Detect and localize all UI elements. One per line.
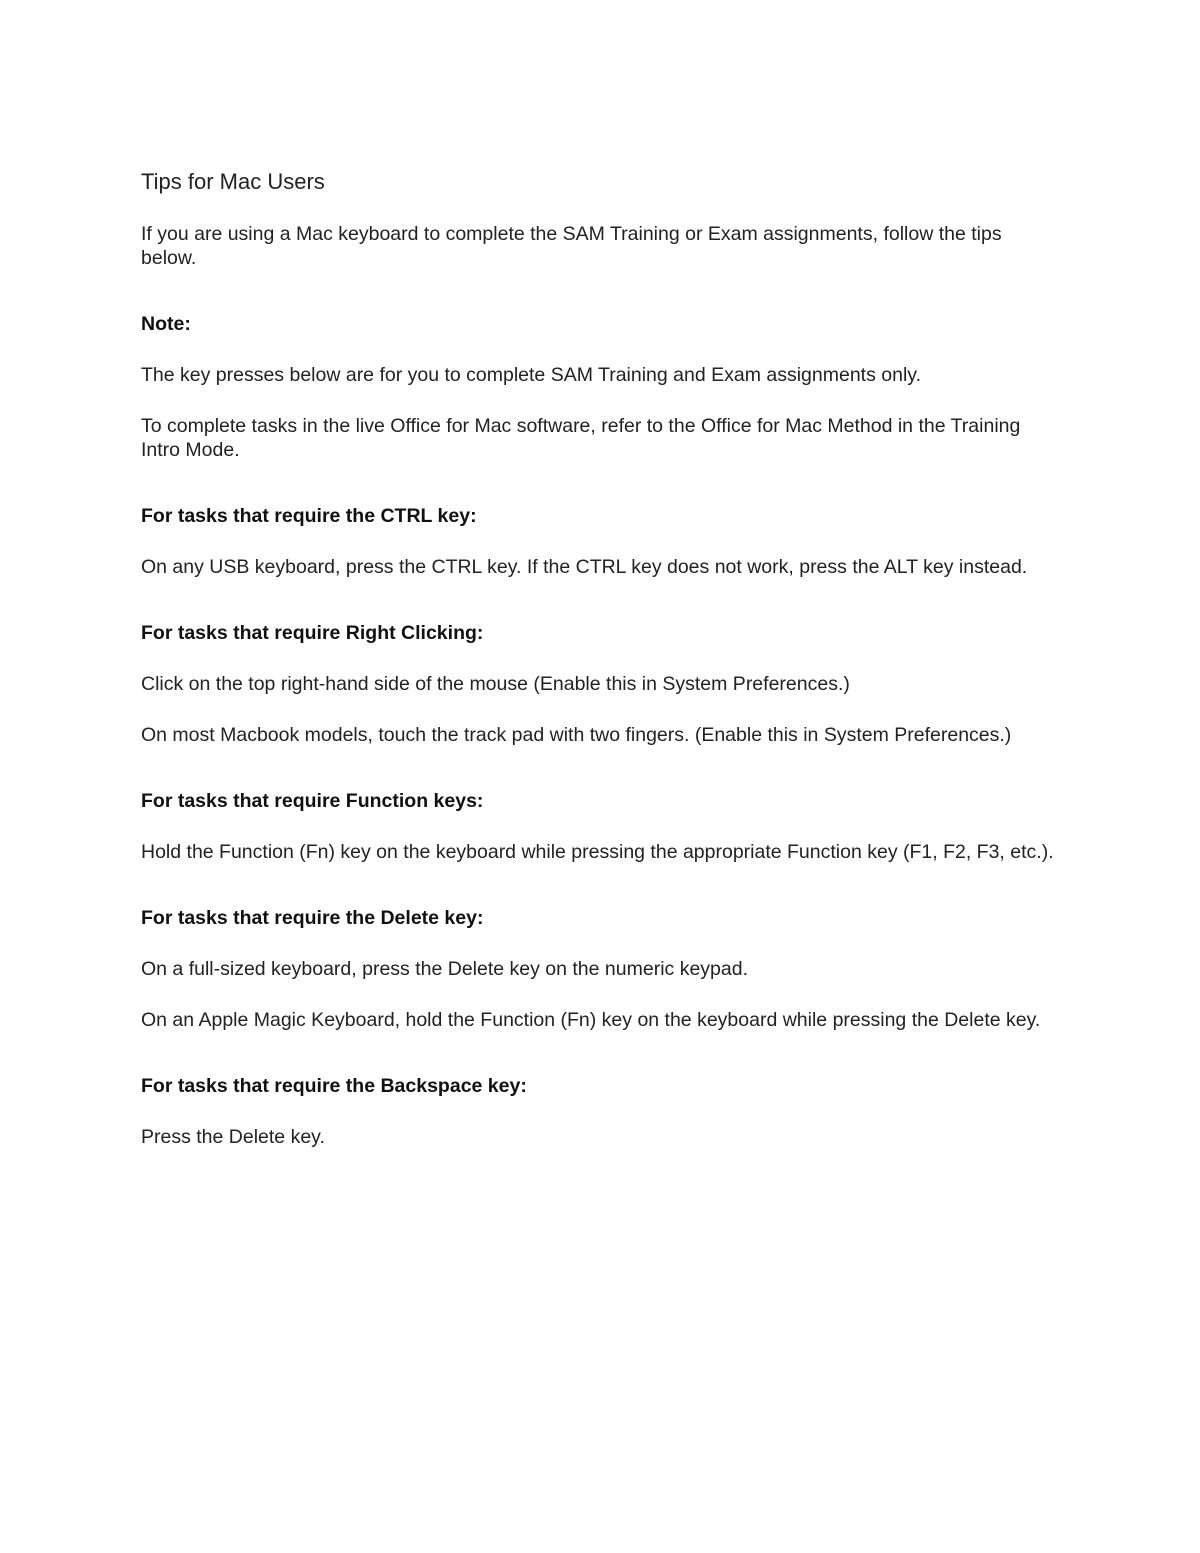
document-title: Tips for Mac Users xyxy=(141,169,325,194)
section-heading-ctrl: For tasks that require the CTRL key: xyxy=(141,505,477,527)
section-paragraph: On a full-sized keyboard, press the Delete key on the numeric keypad. xyxy=(141,958,748,980)
section-paragraph: On any USB keyboard, press the CTRL key. If the CTRL key does not work, press the ALT key instead. xyxy=(141,556,1028,578)
section-paragraph: Press the Delete key. xyxy=(141,1126,325,1148)
section-paragraph: Hold the Function (Fn) key on the keyboard while pressing the appropriate Function key (F1, F2, F3, etc.). xyxy=(141,841,1054,863)
note-paragraph: The key presses below are for you to complete SAM Training and Exam assignments only. xyxy=(141,364,922,386)
section-heading-delete: For tasks that require the Delete key: xyxy=(141,907,484,929)
intro-paragraph: If you are using a Mac keyboard to complete the SAM Training or Exam assignments, follow the tips below. xyxy=(141,223,1002,269)
section-heading-backspace: For tasks that require the Backspace key: xyxy=(141,1075,527,1097)
document-body xyxy=(141,168,1061,1176)
note-paragraph: To complete tasks in the live Office for Mac software, refer to the Office for Mac Method in the Training Intro Mode. xyxy=(141,415,1021,461)
section-paragraph: Click on the top right-hand side of the mouse (Enable this in System Preferences.) xyxy=(141,673,850,695)
note-heading: Note: xyxy=(141,313,191,335)
section-heading-right-click: For tasks that require Right Clicking: xyxy=(141,622,484,644)
section-paragraph: On most Macbook models, touch the track pad with two fingers. (Enable this in System Preferences.) xyxy=(141,724,1012,746)
section-heading-function-keys: For tasks that require Function keys: xyxy=(141,790,484,812)
section-paragraph: On an Apple Magic Keyboard, hold the Function (Fn) key on the keyboard while pressing the Delete key. xyxy=(141,1009,1041,1031)
